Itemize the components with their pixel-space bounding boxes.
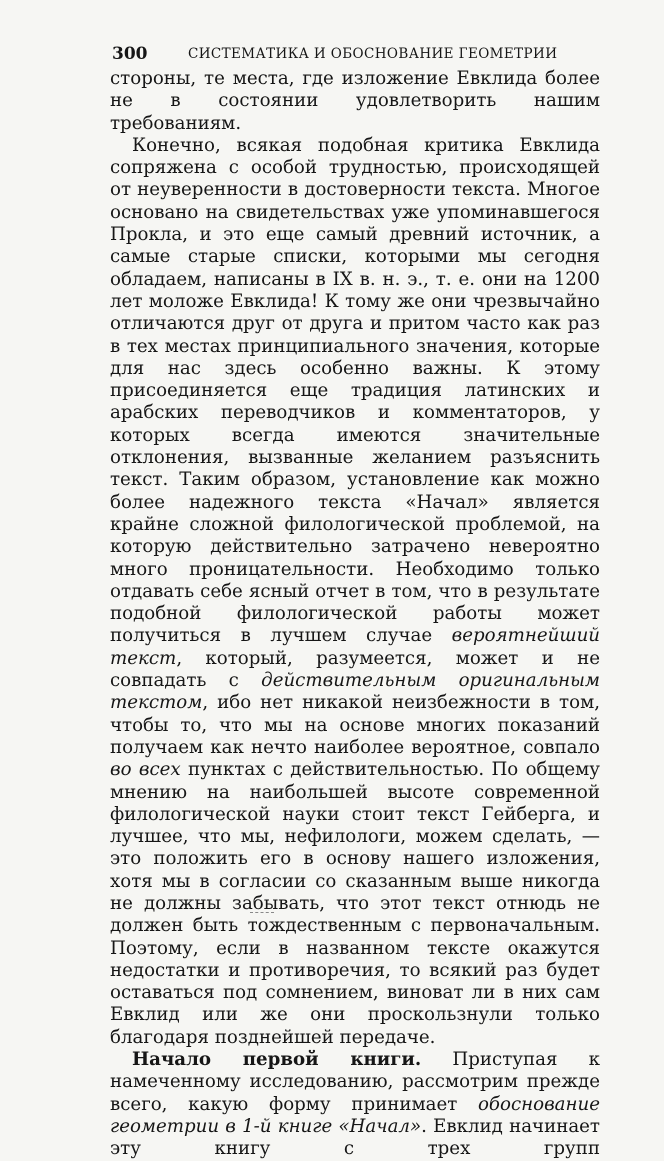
- emphasis-foundation: обоснование геометрии в 1-й книге «Начал»: [110, 1093, 600, 1137]
- footer-mark: [250, 912, 274, 917]
- page-header: [112, 41, 600, 67]
- paragraph-text: стороны, те места, где изложение Евклида более не в состоянии удовлетворить нашим требованиям.: [110, 68, 600, 134]
- paragraph-first-book: [110, 1049, 600, 1160]
- section-heading: Начало первой книги.: [132, 1049, 422, 1071]
- paragraph-criticism: [110, 135, 600, 1049]
- emphasis-original-text: действительным оригинальным текстом: [110, 670, 600, 714]
- paragraph-text: , который, разумеется, может и не совпадать с: [110, 647, 600, 692]
- paragraph-text: Приступая к намеченному исследованию, рассмотрим прежде всего, какую форму принимает: [110, 1049, 600, 1115]
- paragraph-text: . Евклид начинает эту книгу с трех групп: [110, 1115, 600, 1160]
- page-body: [110, 68, 600, 1161]
- paragraph-text: пунктах с действительностью. По общему мнению на наибольшей высоте современной филологической науки стоит текст Гейберга, и лучшее, что мы, нефилологи, можем сделать, — это положить его в основу нашего изложения, хотя мы в согласии со сказанным выше никогда не должны забывать, что этот текст отнюдь не должен быть тождественным с первоначальным. Поэтому, если в названном тексте окажутся недостатки и противоречия, то всякий раз будет оставаться под сомнением, виноват ли в них сам Евклид или же они проскользнули только благодаря позднейшей передаче.: [110, 759, 600, 1048]
- paragraph-text: , ибо нет никакой неизбежности в том, чтобы то, что мы на основе многих показаний получаем как нечто наиболее вероятное, совпало: [110, 692, 600, 758]
- paragraph-text: Конечно, всякая подобная критика Евклида сопряжена с особой трудностью, происходящей от неуверенности в достоверности текста. Многое основано на свидетельствах уже упоминавшегося Прокла, и это еще самый древний источник, а самые старые списки, которыми мы сегодня обладаем, написаны в IX в. н. э., т. е. они на 1200 лет моложе Евклида! К тому же они чрезвычайно отличаются друг от друга и притом часто как раз в тех местах принципиального значения, которые для нас здесь особенно важны. К этому присоединяется еще традиция латинских и арабских переводчиков и комментаторов, у которых всегда имеются значительные отклонения, вызванные желанием разъяснить текст. Таким образом, установление как можно более надежного текста «Начал» является крайне сложной филологической проблемой, на которую действительно затрачено невероятно много проницательности. Необходимо только отдавать себе ясный отчет в том, что в результате подобной филологической работы может получиться в лучшем случае: [110, 134, 600, 647]
- emphasis-all: во всех: [110, 759, 181, 781]
- running-title: СИСТЕМАТИКА И ОБОСНОВАНИЕ ГЕОМЕТРИИ: [188, 46, 558, 62]
- page-number: 300: [112, 44, 148, 64]
- emphasis-probable-text: вероятнейший текст: [110, 625, 600, 669]
- paragraph-continuation: [110, 68, 600, 135]
